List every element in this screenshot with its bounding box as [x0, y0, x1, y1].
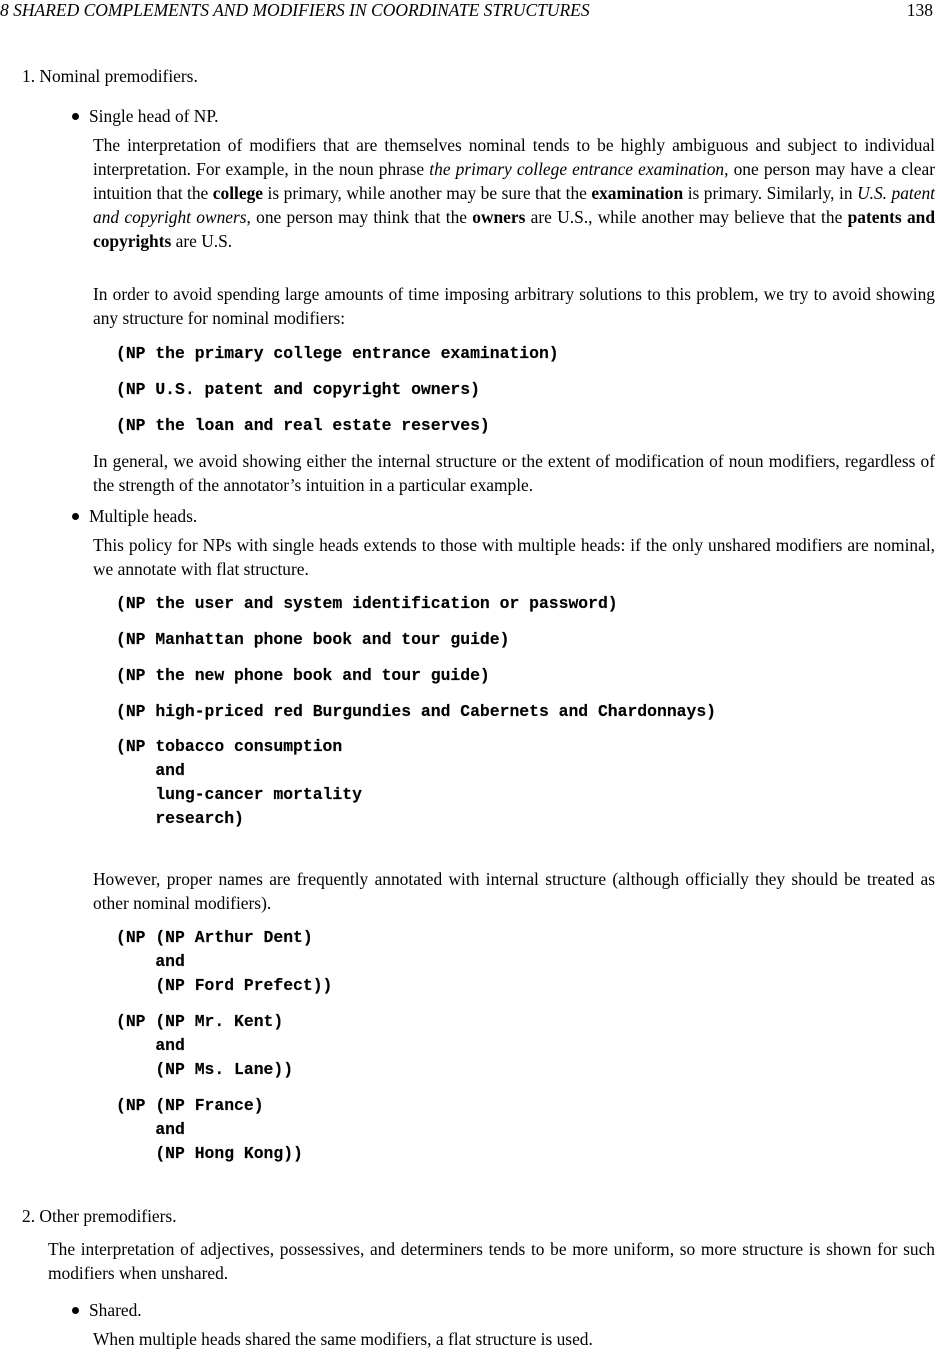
text-run: is primary, while another may be sure that the — [263, 183, 592, 203]
paragraph-shared: When multiple heads shared the same modifiers, a flat structure is used. — [93, 1329, 593, 1349]
text-run: is primary. Similarly, in — [683, 183, 858, 203]
emphasis: owners — [472, 207, 526, 227]
code-example: (NP (NP Arthur Dent) and (NP Ford Prefect)) — [116, 928, 333, 995]
text-run: are U.S., while another may believe that the — [525, 207, 848, 227]
paragraph-avoid-structure: In order to avoid spending large amounts of time imposing arbitrary solutions to this problem, we try to avoid showing any structure for nominal modifiers: — [93, 284, 935, 328]
bullet-dot-icon — [72, 1307, 79, 1314]
running-header — [0, 0, 935, 22]
bullet-shared — [72, 1300, 142, 1321]
example-phrase: U.S. patent and copyright owners — [93, 183, 935, 227]
section-2-heading: 2. Other premodifiers. — [22, 1206, 177, 1226]
emphasis: examination — [591, 183, 684, 203]
example-phrase: the primary college entrance examination — [429, 159, 725, 179]
paragraph-multiple-heads: This policy for NPs with single heads extends to those with multiple heads: if the only unshared modifiers are nominal, we annotate with flat structure. — [93, 535, 935, 579]
bullet-single-head — [72, 106, 218, 127]
paragraph-proper-names: However, proper names are frequently annotated with internal structure (although officially they should be treated as other nominal modifiers). — [93, 869, 935, 913]
bullet-dot-icon — [72, 113, 79, 120]
code-example: (NP (NP France) and (NP Hong Kong)) — [116, 1096, 303, 1163]
paragraph-nominal-ambiguity — [93, 133, 935, 253]
emphasis: patents and copyrights — [93, 207, 935, 251]
bullet-label: Single head of NP. — [89, 106, 219, 126]
text-run: , one person may think that the — [246, 207, 473, 227]
text-run: The interpretation of modifiers that are themselves nominal tends to be highly ambiguous and subject to individual interpretation. For example, in the noun phrase — [93, 135, 935, 179]
text-run: , one person may have a clear intuition that the — [93, 159, 935, 203]
text-run: are U.S. — [171, 231, 233, 251]
code-example: (NP U.S. patent and copyright owners) — [116, 380, 480, 399]
section-1-heading: 1. Nominal premodifiers. — [22, 66, 198, 86]
page-number: 138 — [906, 0, 933, 20]
code-example: (NP the loan and real estate reserves) — [116, 416, 490, 435]
bullet-multiple-heads — [72, 506, 197, 527]
bullet-label: Shared. — [89, 1300, 142, 1320]
code-example: (NP the new phone book and tour guide) — [116, 666, 490, 685]
code-example: (NP (NP Mr. Kent) and (NP Ms. Lane)) — [116, 1012, 294, 1079]
code-example: (NP the primary college entrance examination) — [116, 344, 559, 363]
code-example: (NP the user and system identification or password) — [116, 594, 618, 613]
bullet-dot-icon — [72, 513, 79, 520]
emphasis: college — [212, 183, 264, 203]
code-example: (NP tobacco consumption and lung-cancer mortality research) — [116, 737, 362, 828]
code-example: (NP high-priced red Burgundies and Cabernets and Chardonnays) — [116, 702, 716, 721]
paragraph-other-premodifiers: The interpretation of adjectives, possessives, and determiners tends to be more uniform, so more structure is shown for such modifiers when unshared. — [48, 1239, 935, 1283]
paragraph-general-policy: In general, we avoid showing either the internal structure or the extent of modification of noun modifiers, regardless of the strength of the annotator’s intuition in a particular example. — [93, 451, 935, 495]
bullet-label: Multiple heads. — [89, 506, 198, 526]
code-example: (NP Manhattan phone book and tour guide) — [116, 630, 510, 649]
running-title: 8 SHARED COMPLEMENTS AND MODIFIERS IN COORDINATE STRUCTURES — [0, 0, 590, 20]
